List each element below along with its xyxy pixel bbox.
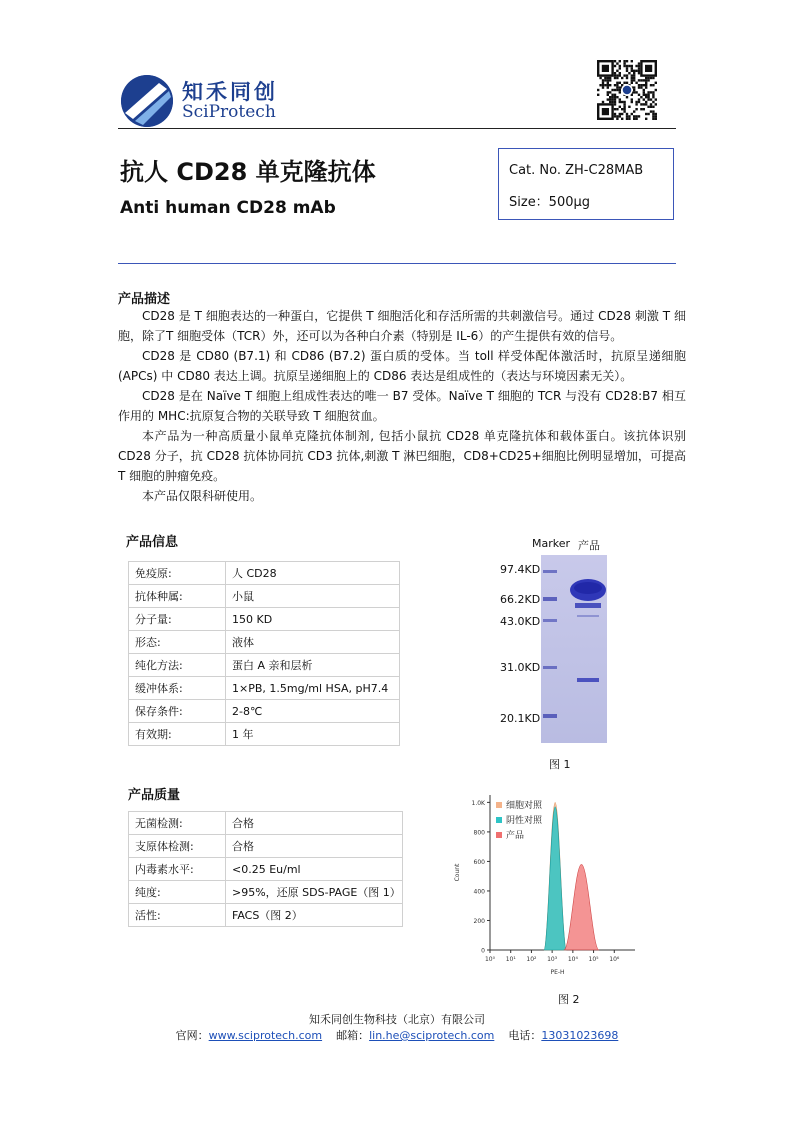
table-value: 1×PB, 1.5mg/ml HSA, pH7.4 xyxy=(226,677,400,700)
table-key: 形态: xyxy=(129,631,226,654)
product-info-heading: 产品信息 xyxy=(126,535,179,550)
gel-lane-label-marker: Marker xyxy=(532,537,571,550)
table-value: 液体 xyxy=(226,631,400,654)
product-info-row xyxy=(129,700,400,723)
description-paragraph: 本产品仅限科研使用。 xyxy=(142,489,263,503)
table-value: >95%，还原 SDS-PAGE（图 1） xyxy=(226,881,403,904)
description-body xyxy=(118,306,686,506)
table-key: 纯度: xyxy=(129,881,226,904)
product-quality-row xyxy=(129,858,403,881)
table-key: 抗体种属: xyxy=(129,585,226,608)
table-key: 缓冲体系: xyxy=(129,677,226,700)
x-tick-label: 10² xyxy=(526,956,537,963)
product-info-row xyxy=(129,723,400,746)
legend-label: 产品 xyxy=(506,831,525,841)
x-tick-label: 10⁴ xyxy=(567,956,578,963)
description-paragraph: CD28 是在 Naïve T 细胞上组成性表达的唯一 B7 受体。Naïve T 细胞的 TCR 与没有 CD28:B7 相互作用的 MHC:抗原复合物的关联导致 T 细胞贫血。 xyxy=(118,389,686,423)
product-info-row xyxy=(129,585,400,608)
x-tick-label: 10¹ xyxy=(505,956,516,963)
product-info-row xyxy=(129,677,400,700)
product-title-en: Anti human CD28 mAb xyxy=(120,198,336,218)
y-tick-label: 200 xyxy=(473,917,485,925)
product-info-table xyxy=(128,561,400,746)
product-info-row xyxy=(129,654,400,677)
y-tick-label: 400 xyxy=(473,888,485,896)
description-paragraph: CD28 是 CD80 (B7.1) 和 CD86 (B7.2) 蛋白质的受体。当 toll 样受体配体激活时，抗原呈递细胞 (APCs) 中 CD80 表达上调。抗原呈递细胞上的 CD86 表达是组成性的（表达与环境因素无关）。 xyxy=(118,349,686,383)
footer-tel-link[interactable]: 13031023698 xyxy=(541,1029,619,1042)
table-key: 保存条件: xyxy=(129,700,226,723)
y-tick-label: 0 xyxy=(481,947,485,955)
table-value: FACS（图 2） xyxy=(226,904,403,927)
table-key: 内毒素水平: xyxy=(129,858,226,881)
table-value: <0.25 Eu/ml xyxy=(226,858,403,881)
footer-company: 知禾同创生物科技（北京）有限公司 xyxy=(309,1013,485,1026)
table-key: 支原体检测: xyxy=(129,835,226,858)
product-info-row xyxy=(129,631,400,654)
table-key: 有效期: xyxy=(129,723,226,746)
table-value: 1 年 xyxy=(226,723,400,746)
table-key: 分子量: xyxy=(129,608,226,631)
header-divider xyxy=(118,128,676,129)
product-title-cn: 抗人 CD28 单克隆抗体 xyxy=(120,158,376,186)
product-size: Size：500μg xyxy=(509,195,591,210)
gel-marker-label: 66.2KD xyxy=(500,593,541,606)
product-quality-table xyxy=(128,811,403,927)
logo-text-en: SciProtech xyxy=(182,102,276,122)
footer-contact xyxy=(0,1027,794,1043)
footer-mail-link[interactable]: lin.he@sciprotech.com xyxy=(369,1029,495,1042)
company-logo-icon xyxy=(121,75,173,127)
y-tick-label: 600 xyxy=(473,858,485,866)
table-key: 纯化方法: xyxy=(129,654,226,677)
product-quality-row xyxy=(129,835,403,858)
legend-label: 细胞对照 xyxy=(506,801,543,811)
table-value: 蛋白 A 亲和层析 xyxy=(226,654,400,677)
gel-marker-label: 97.4KD xyxy=(500,563,541,576)
y-tick-label: 800 xyxy=(473,829,485,837)
footer-mail-label: 邮箱： xyxy=(336,1029,370,1042)
qr-code-icon xyxy=(597,60,657,120)
catalog-box xyxy=(498,148,674,220)
gel-marker-label: 20.1KD xyxy=(500,712,541,725)
histogram-peak xyxy=(564,864,599,950)
legend-label: 阴性对照 xyxy=(506,816,543,826)
legend-swatch xyxy=(496,817,502,823)
logo-text-cn: 知禾同创 xyxy=(182,80,278,104)
description-paragraph: CD28 是 T 细胞表达的一种蛋白，它提供 T 细胞活化和存活所需的共刺激信号。通过 CD28 刺激 T 细胞，除了T 细胞受体（TCR）外，还可以为各种白介素（特别是 IL-6）的产生提供有效的信号。 xyxy=(118,309,686,343)
table-key: 免疫原: xyxy=(129,562,226,585)
description-paragraph: 本产品为一种高质量小鼠单克隆抗体制剂, 包括小鼠抗 CD28 单克隆抗体和载体蛋白。该抗体识别 CD28 分子，抗 CD28 抗体协同抗 CD3 抗体,刺激 T 淋巴细胞，CD8+CD25+细胞比例明显增加，可提高 T 细胞的肿瘤免疫。 xyxy=(118,429,686,483)
histogram-peak xyxy=(544,807,566,950)
product-quality-row xyxy=(129,881,403,904)
x-tick-label: 10⁶ xyxy=(609,956,620,963)
footer-web-label: 官网： xyxy=(175,1029,209,1042)
table-value: 合格 xyxy=(226,835,403,858)
title-divider xyxy=(118,263,676,264)
catalog-number: Cat. No. ZH-C28MAB xyxy=(509,163,644,178)
product-quality-row xyxy=(129,904,403,927)
table-key: 无菌检测: xyxy=(129,812,226,835)
footer-web-link[interactable]: www.sciprotech.com xyxy=(208,1029,323,1042)
gel-marker-label: 43.0KD xyxy=(500,615,541,628)
product-info-row xyxy=(129,608,400,631)
figure2-caption: 图 2 xyxy=(558,993,580,1006)
sds-page-gel-image xyxy=(541,555,607,743)
x-tick-label: 10⁰ xyxy=(484,956,496,963)
table-value: 合格 xyxy=(226,812,403,835)
description-heading: 产品描述 xyxy=(118,292,171,307)
y-axis-label: Count xyxy=(454,863,461,882)
facs-histogram-chart xyxy=(445,785,645,980)
gel-marker-label: 31.0KD xyxy=(500,661,541,674)
footer-tel-label: 电话： xyxy=(508,1029,542,1042)
figure1-caption: 图 1 xyxy=(549,758,571,771)
table-value: 2-8℃ xyxy=(226,700,400,723)
x-tick-label: 10⁵ xyxy=(588,956,599,963)
table-key: 活性: xyxy=(129,904,226,927)
product-quality-row xyxy=(129,812,403,835)
legend-swatch xyxy=(496,802,502,808)
legend-swatch xyxy=(496,832,502,838)
table-value: 150 KD xyxy=(226,608,400,631)
x-axis-label: PE-H xyxy=(550,969,565,976)
product-quality-heading: 产品质量 xyxy=(128,788,181,803)
y-tick-label: 1.0K xyxy=(471,799,485,807)
product-info-row xyxy=(129,562,400,585)
x-tick-label: 10³ xyxy=(547,956,558,963)
table-value: 小鼠 xyxy=(226,585,400,608)
table-value: 人 CD28 xyxy=(226,562,400,585)
gel-lane-label-product: 产品 xyxy=(578,539,600,552)
